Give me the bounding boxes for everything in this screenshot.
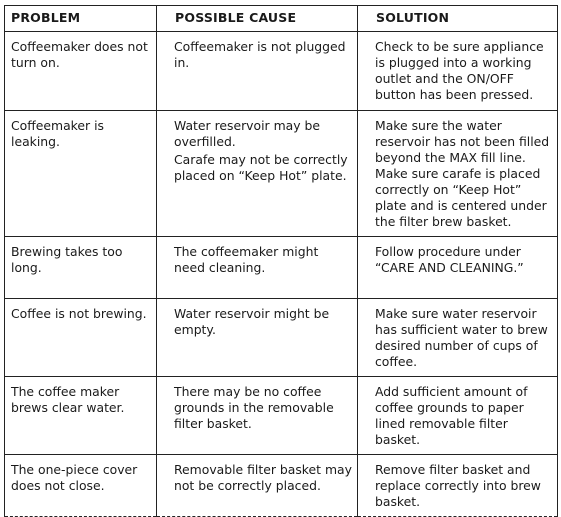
solution-cell [358,455,558,517]
cause-cell [157,455,358,517]
solution-text: Make sure carafe is placed correctly on “Keep Hot” plate and is centered under the filter brew basket. [375,166,547,229]
cause-cell [157,237,358,299]
troubleshooting-table-wrapper [4,5,557,517]
header-possible-cause: POSSIBLE CAUSE [157,6,358,32]
cause-text: Water reservoir may be overfilled. [174,118,320,149]
solution-text: Add sufficient amount of coffee grounds to paper lined removable filter basket. [375,384,528,447]
table-row [5,237,558,299]
cause-text: The coffeemaker might need cleaning. [174,244,319,275]
troubleshooting-table [4,5,558,517]
solution-text: Remove filter basket and replace correctly into brew basket. [375,462,541,509]
cause-cell [157,377,358,455]
table-row [5,299,558,377]
header-solution: SOLUTION [358,6,558,32]
solution-cell [358,32,558,111]
cause-text: There may be no coffee grounds in the removable filter basket. [174,384,334,431]
solution-text: Make sure the water reservoir has not been filled beyond the MAX fill line. [375,118,550,165]
problem-cell: The coffee maker brews clear water. [5,377,157,455]
table-row [5,377,558,455]
problem-cell: Coffee is not brewing. [5,299,157,377]
solution-cell [358,237,558,299]
problem-cell: Coffeemaker is leaking. [5,111,157,237]
solution-cell [358,299,558,377]
cause-cell [157,32,358,111]
cause-text: Removable filter basket may not be correctly placed. [174,462,352,493]
solution-cell [358,377,558,455]
header-problem: PROBLEM [5,6,157,32]
problem-cell: Brewing takes too long. [5,237,157,299]
solution-text: Make sure water reservoir has sufficient water to brew desired number of cups of coffee. [375,306,548,369]
problem-cell: The one-piece cover does not close. [5,455,157,517]
solution-text: Check to be sure appliance is plugged into a working outlet and the ON/OFF button has been pressed. [375,39,544,102]
table-row [5,455,558,517]
problem-cell: Coffeemaker does not turn on. [5,32,157,111]
cause-cell [157,299,358,377]
table-row [5,32,558,111]
cause-text: Coffeemaker is not plugged in. [174,39,346,70]
solution-text: Follow procedure under “CARE AND CLEANING.” [375,244,524,275]
cause-text: Carafe may not be correctly placed on “Keep Hot” plate. [174,152,348,183]
cause-text: Water reservoir might be empty. [174,306,330,337]
table-row [5,111,558,237]
cause-cell [157,111,358,237]
header-row [5,6,558,32]
solution-cell [358,111,558,237]
